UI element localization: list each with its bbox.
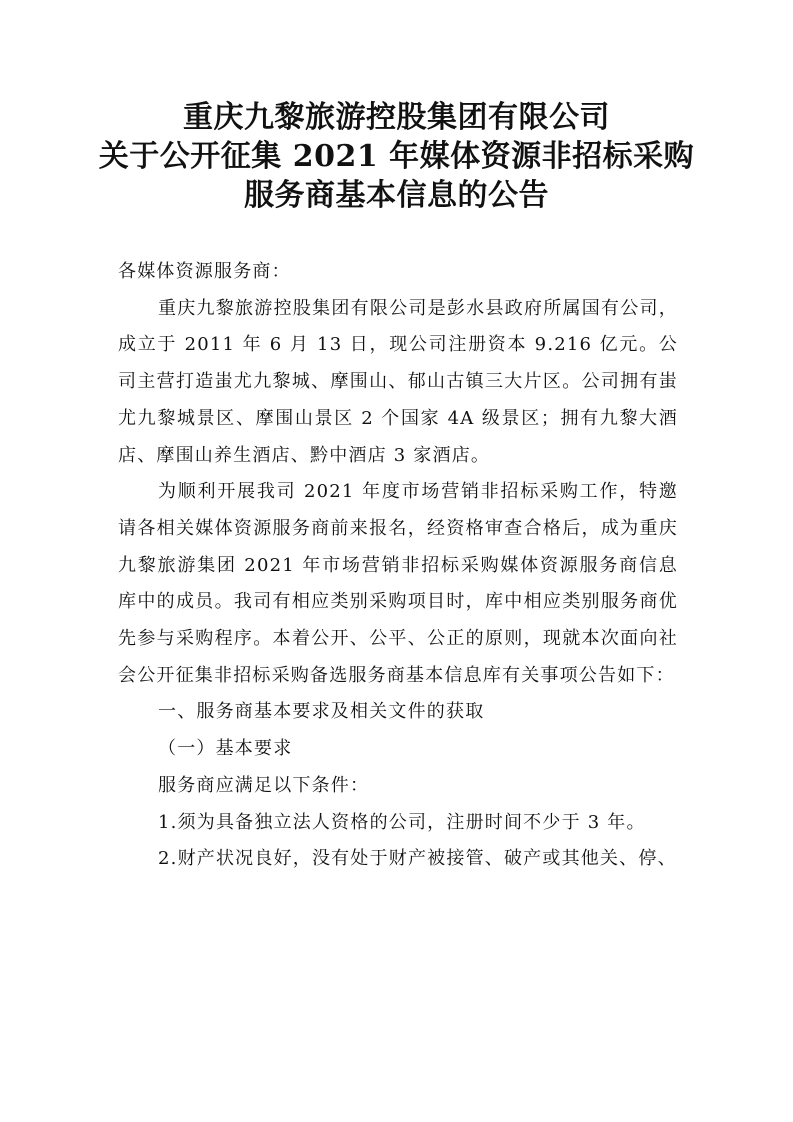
salutation: 各媒体资源服务商： [118,261,291,282]
title-line-2: 关于公开征集 2021 年媒体资源非招标采购 [98,139,695,174]
section-heading: 一、服务商基本要求及相关文件的获取 [158,701,485,723]
sub-heading: （一）基本要求 [158,738,293,760]
paragraph-purpose: 为顺利开展我司 2021 年度市场营销非招标采购工作，特邀请各相关媒体资源服务商前来报名，经资格审查合格后，成为重庆九黎旅游集团 2021 年市场营销非招标采购媒体资源服务商信息库中的成员。我司有相应类别采购项目时，库中相应类别服务商优先参与采购程序。本着公开、公平、公正的原则，现就本次面向社会公开征集非招标采购备选服务商基本信息库有关事项公告如下： [118,481,678,686]
title-line-3: 服务商基本信息的公告 [244,178,549,213]
paragraph-company-intro: 重庆九黎旅游控股集团有限公司是彭水县政府所属国有公司，成立于 2011 年 6 月 13 日，现公司注册资本 9.216 亿元。公司主营打造蚩尤九黎城、摩围山、郁山古镇三大片区。公司拥有蚩尤九黎城景区、摩围山景区 2 个国家 4A 级景区；拥有九黎大酒店、摩围山养生酒店、黔中酒店 3 家酒店。 [118,297,678,466]
document-title [0,98,793,215]
condition-item-2: 2.财产状况良好，没有处于财产被接管、破产或其他关、停、 [158,848,677,870]
condition-item-1: 1.须为具备独立法人资格的公司，注册时间不少于 3 年。 [158,811,646,833]
conditions-intro: 服务商应满足以下条件： [158,774,370,796]
title-line-1: 重庆九黎旅游控股集团有限公司 [183,100,610,135]
document-body [118,254,678,878]
